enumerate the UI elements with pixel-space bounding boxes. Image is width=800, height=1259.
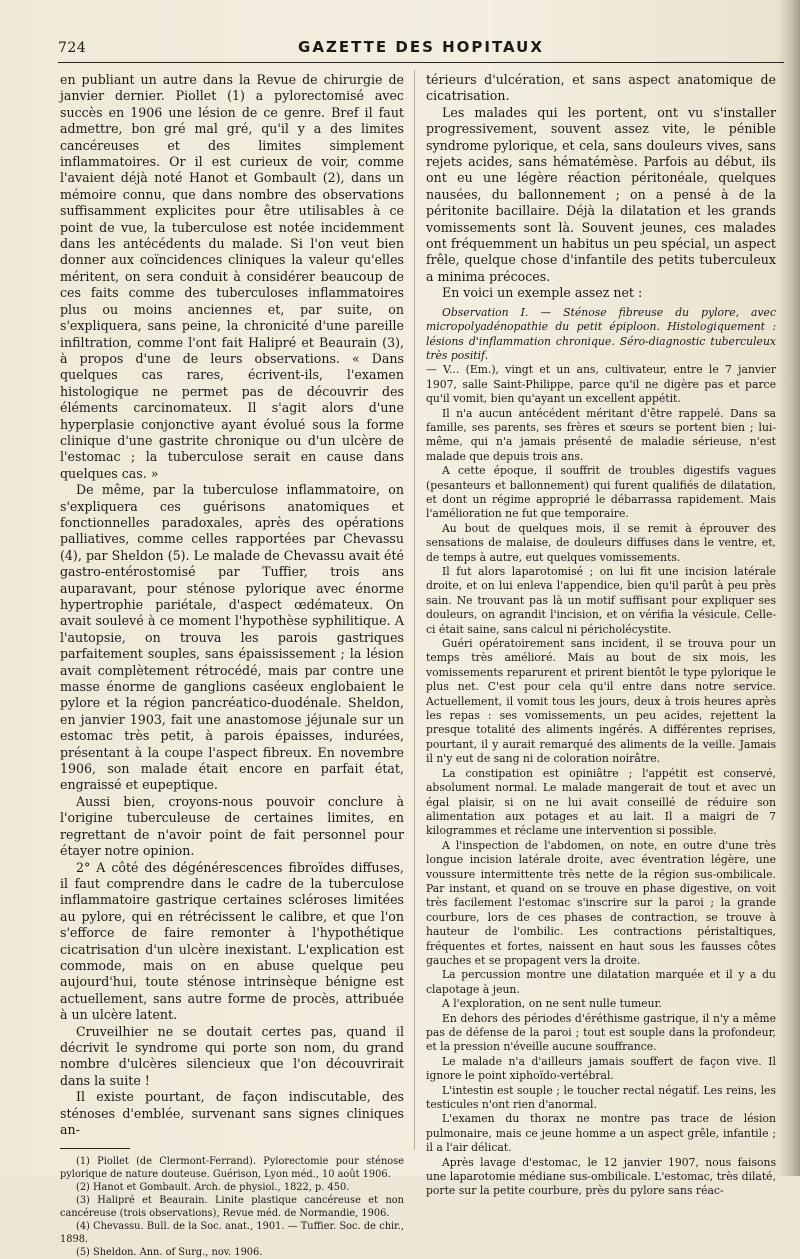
paragraph: 2° A côté des dégénérescences fibroïdes diffuses, il faut comprendre dans le cadre de la tuberculose inflammatoire gastrique certaines scléroses limitées au pylore, qui en rétrécissent le calibre, et que l'on s'efforce de faire remonter à l'hypothétique cicatrisation d'un ulcère inexistant. L'explication est commode, mais on en abuse quelque peu aujourd'hui, toute sténose intrinsèque bénigne est actuellement, sans autre forme de procès, attribuée à un ulcère latent. xyxy=(60,859,404,1023)
observation-paragraph: A cette époque, il souffrit de troubles digestifs vagues (pesanteurs et ballonnement) qui furent qualifiés de dilatation, et dont un régime approprié le débarrassa rapidement. Mais l'amélioration ne fut que temporaire. xyxy=(426,464,776,521)
header-rule xyxy=(58,62,784,63)
left-column xyxy=(60,72,404,1259)
observation-paragraph: Le malade n'a d'ailleurs jamais souffert de façon vive. Il ignore le point xiphoïdo-vertébral. xyxy=(426,1054,776,1083)
observation-paragraph: A l'inspection de l'abdomen, on note, en outre d'une très longue incision latérale droite, avec éventration légère, une voussure intermittente très nette de la région sus-ombilicale. Par instant, et quand on se trouve en phase digestive, on voit très facilement l'estomac s'inscrire sur la paroi ; la grande courbure, lors de ces phases de contraction, se trouve à hauteur de l'ombilic. Les contractions péristaltiques, fréquentes et fortes, naissent en haut sous les fausses côtes gauches et se propagent vers la droite. xyxy=(426,838,776,967)
footnote: (3) Halipré et Beaurain. Linite plastique cancéreuse et non cancéreuse (trois observations), Revue méd. de Normandie, 1906. xyxy=(60,1195,404,1220)
paragraph: Cruveilhier ne se doutait certes pas, quand il décrivit le syndrome qui porte son nom, du grand nombre d'ulcères silencieux que l'on découvrirait dans la suite ! xyxy=(60,1023,404,1088)
observation-paragraph: Il n'a aucun antécédent méritant d'être rappelé. Dans sa famille, ses parents, ses frères et sœurs se portent bien ; lui-même, qui n'a jamais présenté de maladie sérieuse, n'est malade que depuis trois ans. xyxy=(426,406,776,463)
paragraph: En voici un exemple assez net : xyxy=(442,285,643,301)
observation-paragraph: — V... (Em.), vingt et un ans, cultivateur, entre le 7 janvier 1907, salle Saint-Philippe, parce qu'il ne digère pas et parce qu'il vomit, bien qu'ayant un excellent appétit. xyxy=(426,363,776,406)
observation-paragraph: Guéri opératoirement sans incident, il se trouva pour un temps très amélioré. Mais au bout de six mois, les vomissements reparurent et prirent bientôt le type pylorique le plus net. C'est pour cela qu'il entre dans notre service. Actuellement, il vomit tous les jours, deux à trois heures après les repas : ses vomissements, un peu acides, rejettent la presque totalité des aliments ingérés. A différentes reprises, pourtant, il y aurait remarqué des aliments de la veille. Jamais il n'y eut de sang ni de coloration noirâtre. xyxy=(426,637,776,766)
footnote: (1) Piollet (de Clermont-Ferrand). Pylorectomie pour sténose pylorique de nature douteuse. Guérison, Lyon méd., 10 août 1906. xyxy=(60,1156,404,1181)
binding-shadow xyxy=(778,0,800,1176)
paragraph: Aussi bien, croyons-nous pouvoir conclure à l'origine tuberculeuse de certaines limites, en regrettant de n'avoir point de fait personnel pour étayer notre opinion. xyxy=(60,793,404,859)
footnote: (2) Hanot et Gombault. Arch. de physiol., 1822, p. 450. xyxy=(76,1182,350,1194)
observation-paragraph: En dehors des périodes d'éréthisme gastrique, il n'y a même pas de défense de la paroi ; tout est souple dans la profondeur, et la pression n'éveille aucune souffrance. xyxy=(426,1011,776,1054)
observation-paragraph: La constipation est opiniâtre ; l'appétit est conservé, absolument normal. Le malade mangerait de tout et avec un égal plaisir, si on ne lui avait conseillé de réduire son alimentation aux potages et au lait. Il a maigri de 7 kilogrammes et réclame une intervention si possible. xyxy=(426,766,776,838)
right-column xyxy=(426,72,776,1199)
paragraph: térieurs d'ulcération, et sans aspect anatomique de cicatrisation. xyxy=(426,72,776,104)
footnote: (5) Sheldon. Ann. of Surg., nov. 1906. xyxy=(76,1247,263,1259)
journal-title: GAZETTE DES HOPITAUX xyxy=(298,38,544,56)
observation-heading: Observation I. — Sténose fibreuse du pylore, avec micropolyadénopathie du petit épiploon. Histologiquement : lésions d'inflammation chronique. Séro-diagnostic tuberculeux très positif. xyxy=(426,305,776,362)
page-number: 724 xyxy=(58,40,87,56)
observation-paragraph: Après lavage d'estomac, le 12 janvier 1907, nous faisons une laparotomie médiane sus-ombilicale. L'estomac, très dilaté, porte sur la petite courbure, près du pylore sans réac- xyxy=(426,1155,776,1198)
paragraph: De même, par la tuberculose inflammatoire, on s'expliquera ces guérisons anatomiques et fonctionnelles paradoxales, après des opérations palliatives, comme celles rapportées par Chevassu (4), par Sheldon (5). Le malade de Chevassu avait été gastro-entérostomisé par Tuffier, trois ans auparavant, pour sténose pylorique avec énorme hypertrophie pariétale, d'aspect œdémateux. On avait soulevé à ce moment l'hypothèse syphilitique. A l'autopsie, on trouva les parois gastriques parfaitement souples, sans épaississement ; la lésion avait complètement rétrocédé, mais par contre une masse énorme de ganglions caséeux englobaient le pylore et la région pancréatico-duodénale. Sheldon, en janvier 1903, fait une anastomose jéjunale sur un estomac très petit, à parois épaisses, indurées, présentant à la coupe l'aspect fibreux. En novembre 1906, son malade était encore en parfait état, engraissé et eupeptique. xyxy=(60,482,404,793)
observation-paragraph: A l'exploration, on ne sent nulle tumeur. xyxy=(442,997,662,1011)
footnote-rule xyxy=(60,1148,130,1149)
paragraph: Il existe pourtant, de façon indiscutable, des sténoses d'emblée, survenant sans signes cliniques an- xyxy=(60,1089,404,1137)
observation-paragraph: Il fut alors laparotomisé ; on lui fit une incision latérale droite, et on lui enleva l'appendice, bien qu'il parût à peu près sain. Ne trouvant pas là un motif suffisant pour expliquer ses douleurs, on agrandit l'incision, et on vérifia la vésicule. Celle-ci était saine, sans calcul ni péricholécystite. xyxy=(426,565,776,636)
footnotes xyxy=(60,1155,404,1259)
paragraph: en publiant un autre dans la Revue de chirurgie de janvier dernier. Piollet (1) a pylorectomisé avec succès en 1906 une lésion de ce genre. Bref il faut admettre, bon gré mal gré, qu'il y a des limites cancéreuses et des limites simplement inflammatoires. Or il est curieux de voir, comme l'avaient déjà noté Hanot et Gombault (2), dans un mémoire connu, que dans nombre des observations suffisamment explicites pour être utilisables à ce point de vue, la tuberculose est notée incidemment dans les antécédents du malade. Si l'on veut bien donner aux coïncidences cliniques la valeur qu'elles méritent, on sera conduit à considérer beaucoup de ces faits comme des tuberculoses inflammatoires plus ou moins anciennes et, par suite, on s'expliquera, sans peine, la chronicité d'une pareille infiltration, comme l'ont fait Halipré et Beaurain (3), à propos d'une de leurs observations. « Dans quelques cas rares, écrivent-ils, l'examen histologique ne permet pas de découvrir des éléments carcinomateux. Il s'agit alors d'une hyperplasie conjonctive ayant évolué sous la forme clinique d'une gastrite chronique ou d'un ulcère de l'estomac ; la tuberculose serait en cause dans quelques cas. » xyxy=(60,72,404,481)
column-divider xyxy=(414,70,415,1150)
observation-paragraph: L'intestin est souple ; le toucher rectal négatif. Les reins, les testicules n'ont rien d'anormal. xyxy=(426,1083,776,1112)
observation-paragraph: Au bout de quelques mois, il se remit à éprouver des sensations de malaise, de douleurs diffuses dans le ventre, et, de temps à autre, eut quelques vomissements. xyxy=(426,521,776,564)
observation-paragraph: La percussion montre une dilatation marquée et il y a du clapotage à jeun. xyxy=(426,968,776,996)
observation-paragraph: L'examen du thorax ne montre pas trace de lésion pulmonaire, mais ce jeune homme a un aspect grêle, infantile ; il a l'air délicat. xyxy=(426,1112,776,1155)
paragraph: Les malades qui les portent, ont vu s'installer progressivement, souvent assez vite, le pénible syndrome pylorique, et cela, sans douleurs vives, sans rejets acides, sans hématémèse. Parfois au début, ils ont eu une légère réaction péritonéale, quelques nausées, du ballonnement ; on a pensé à de la péritonite bacillaire. Déjà la dilatation et les grands vomissements sont là. Souvent jeunes, ces malades ont fréquemment un habitus un peu spécial, un aspect frêle, quelque chose d'infantile des petits tuberculeux a minima précoces. xyxy=(426,104,776,284)
page-header xyxy=(58,36,784,62)
footnote: (4) Chevassu. Bull. de la Soc. anat., 1901. — Tuffier. Soc. de chir., 1898. xyxy=(60,1221,404,1246)
